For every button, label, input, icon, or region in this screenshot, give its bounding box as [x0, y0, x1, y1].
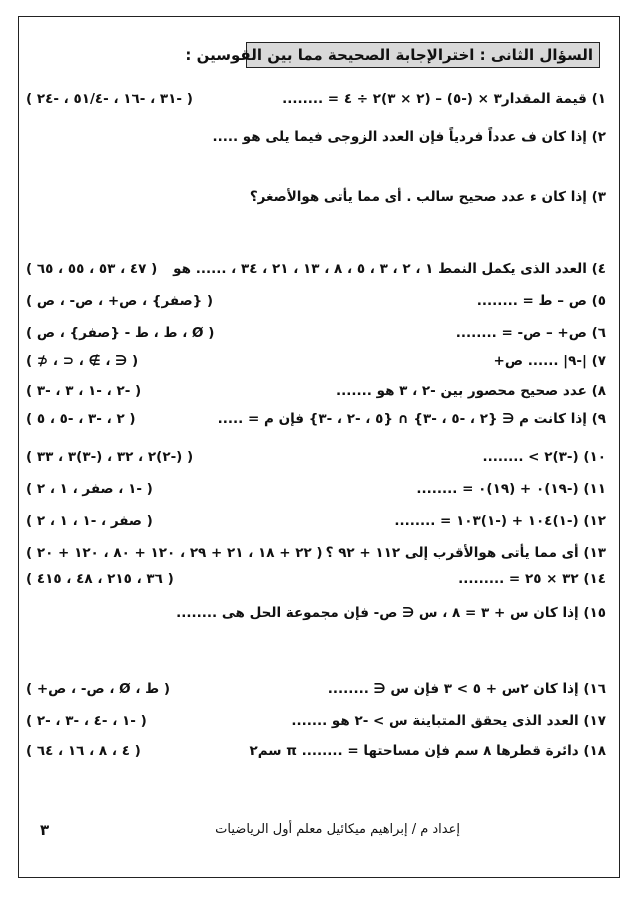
question-row	[26, 542, 606, 564]
question-stem: ٨) عدد صحيح محصور بين -٢ ، ٣ هو .......	[336, 383, 606, 399]
question-stem: ١) قيمة المقدار٣ × (-٥) – (٢ × ٣)٢ ÷ ٤ = ........	[282, 91, 606, 107]
section-header: السؤال الثانى : اخترالإجابة الصحيحة مما بين القوسين :	[246, 42, 600, 68]
page-footer	[40, 818, 600, 842]
question-row	[26, 478, 606, 500]
question-stem: ١٤) ٣٢ × ٢٥ = .........	[458, 571, 606, 587]
question-stem: ٣) إذا كان ء عدد صحيح سالب . أى مما يأتى هوالأصغر؟	[249, 189, 606, 205]
author-credit: إعداد م / إبراهيم ميكائيل معلم أول الرياضيات	[215, 822, 460, 837]
question-stem: ١٠) (-٣)٢ > ........	[482, 449, 606, 465]
answer-options: ( ∈ ، ∌ ، ⊂ ، ⊄ )	[26, 353, 139, 369]
question-stem: ٦) ص+ – ص- = ........	[455, 325, 606, 341]
answer-options: ( -٣١ ، -١٦ ، -٥١/٤ ، -٢٤ )	[26, 91, 193, 107]
question-row	[26, 322, 606, 344]
question-row	[26, 710, 606, 732]
question-stem: ٥) ص – ط = ........	[476, 293, 606, 309]
question-row	[26, 602, 606, 624]
answer-options: ( ٤ ، ٨ ، ١٦ ، ٦٤ )	[26, 743, 141, 759]
page-number: ٣	[40, 821, 50, 839]
question-stem: ٩) إذا كانت م ∈ {٢ ، -٥ ، -٣} ∩ {٥ ، -٢ ، -٣} فإن م = .....	[217, 411, 606, 427]
question-row	[26, 678, 606, 700]
answer-options: ( Ø ، ط ، ط - {صفر} ، ص )	[26, 325, 215, 341]
answer-options: ( -٢ ، -١ ، ٣ ، -٣ )	[26, 383, 142, 399]
question-row	[26, 446, 606, 468]
question-stem: ١٣) أى مما يأتى هوالأقرب إلى ١١٢ + ٩٢ ؟	[325, 545, 606, 561]
answer-options: ( {صفر} ، ص+ ، ص- ، ص )	[26, 293, 214, 309]
question-stem: ١٥) إذا كان س + ٣ = ٨ ، س ∈ ص- فإن مجموعة الحل هى ........	[176, 605, 606, 621]
question-stem: ٤) العدد الذى يكمل النمط ١ ، ٢ ، ٣ ، ٥ ، ٨ ، ١٣ ، ٢١ ، ٣٤ ، ...... هو	[173, 261, 606, 277]
question-row	[26, 408, 606, 430]
question-row	[26, 290, 606, 312]
question-row	[26, 350, 606, 372]
question-stem: ١٦) إذا كان ٢س + ٥ > ٣ فإن س ∈ ........	[327, 681, 606, 697]
question-stem: ١٨) دائرة قطرها ٨ سم فإن مساحتها = ........ π سم٢	[249, 743, 606, 759]
question-stem: ٧) |-٩| ...... ص+	[493, 353, 606, 369]
question-row	[26, 258, 606, 280]
question-stem: ١٧) العدد الذى يحقق المتباينة س > -٢ هو .......	[291, 713, 606, 729]
answer-options: ( ٣٦ ، ٢١٥ ، ٤٨ ، ٤١٥ )	[26, 571, 174, 587]
answer-options: ( ٤٧ ، ٥٣ ، ٥٥ ، ٦٥ )	[26, 261, 158, 277]
answer-options: ( ٢٢ + ١٨ ، ٢١ + ٢٩ ، ١٢٠ + ٨٠ ، ١٢٠ + ٢٠ )	[26, 545, 323, 561]
question-row	[26, 740, 606, 762]
question-row	[26, 88, 606, 110]
question-row	[26, 510, 606, 532]
question-stem: ١١) (-١٩)٠ + (١٩)٠ = ........	[416, 481, 606, 497]
answer-options: ( ٢ ، -٣ ، -٥ ، ٥ )	[26, 411, 136, 427]
answer-options: ( ط ، Ø ، ص- ، ص+ )	[26, 681, 171, 697]
question-row	[26, 186, 606, 208]
question-stem: ١٢) (-١)١٠٤ + (-١)١٠٣ = ........	[394, 513, 606, 529]
answer-options: ( -١ ، صفر ، ١ ، ٢ )	[26, 481, 153, 497]
answer-options: ( -١ ، -٤ ، -٣ ، -٢ )	[26, 713, 147, 729]
answer-options: ( صفر ، -١ ، ١ ، ٢ )	[26, 513, 153, 529]
answer-options: ( (-٢)٢ ، ٣٢ ، (-٣)٣ ، ٣٣ )	[26, 449, 194, 465]
question-row	[26, 380, 606, 402]
question-row	[26, 568, 606, 590]
question-stem: ٢) إذا كان ف عدداً فردياً فإن العدد الزوجى فيما يلى هو .....	[212, 129, 606, 145]
question-row	[26, 126, 606, 148]
